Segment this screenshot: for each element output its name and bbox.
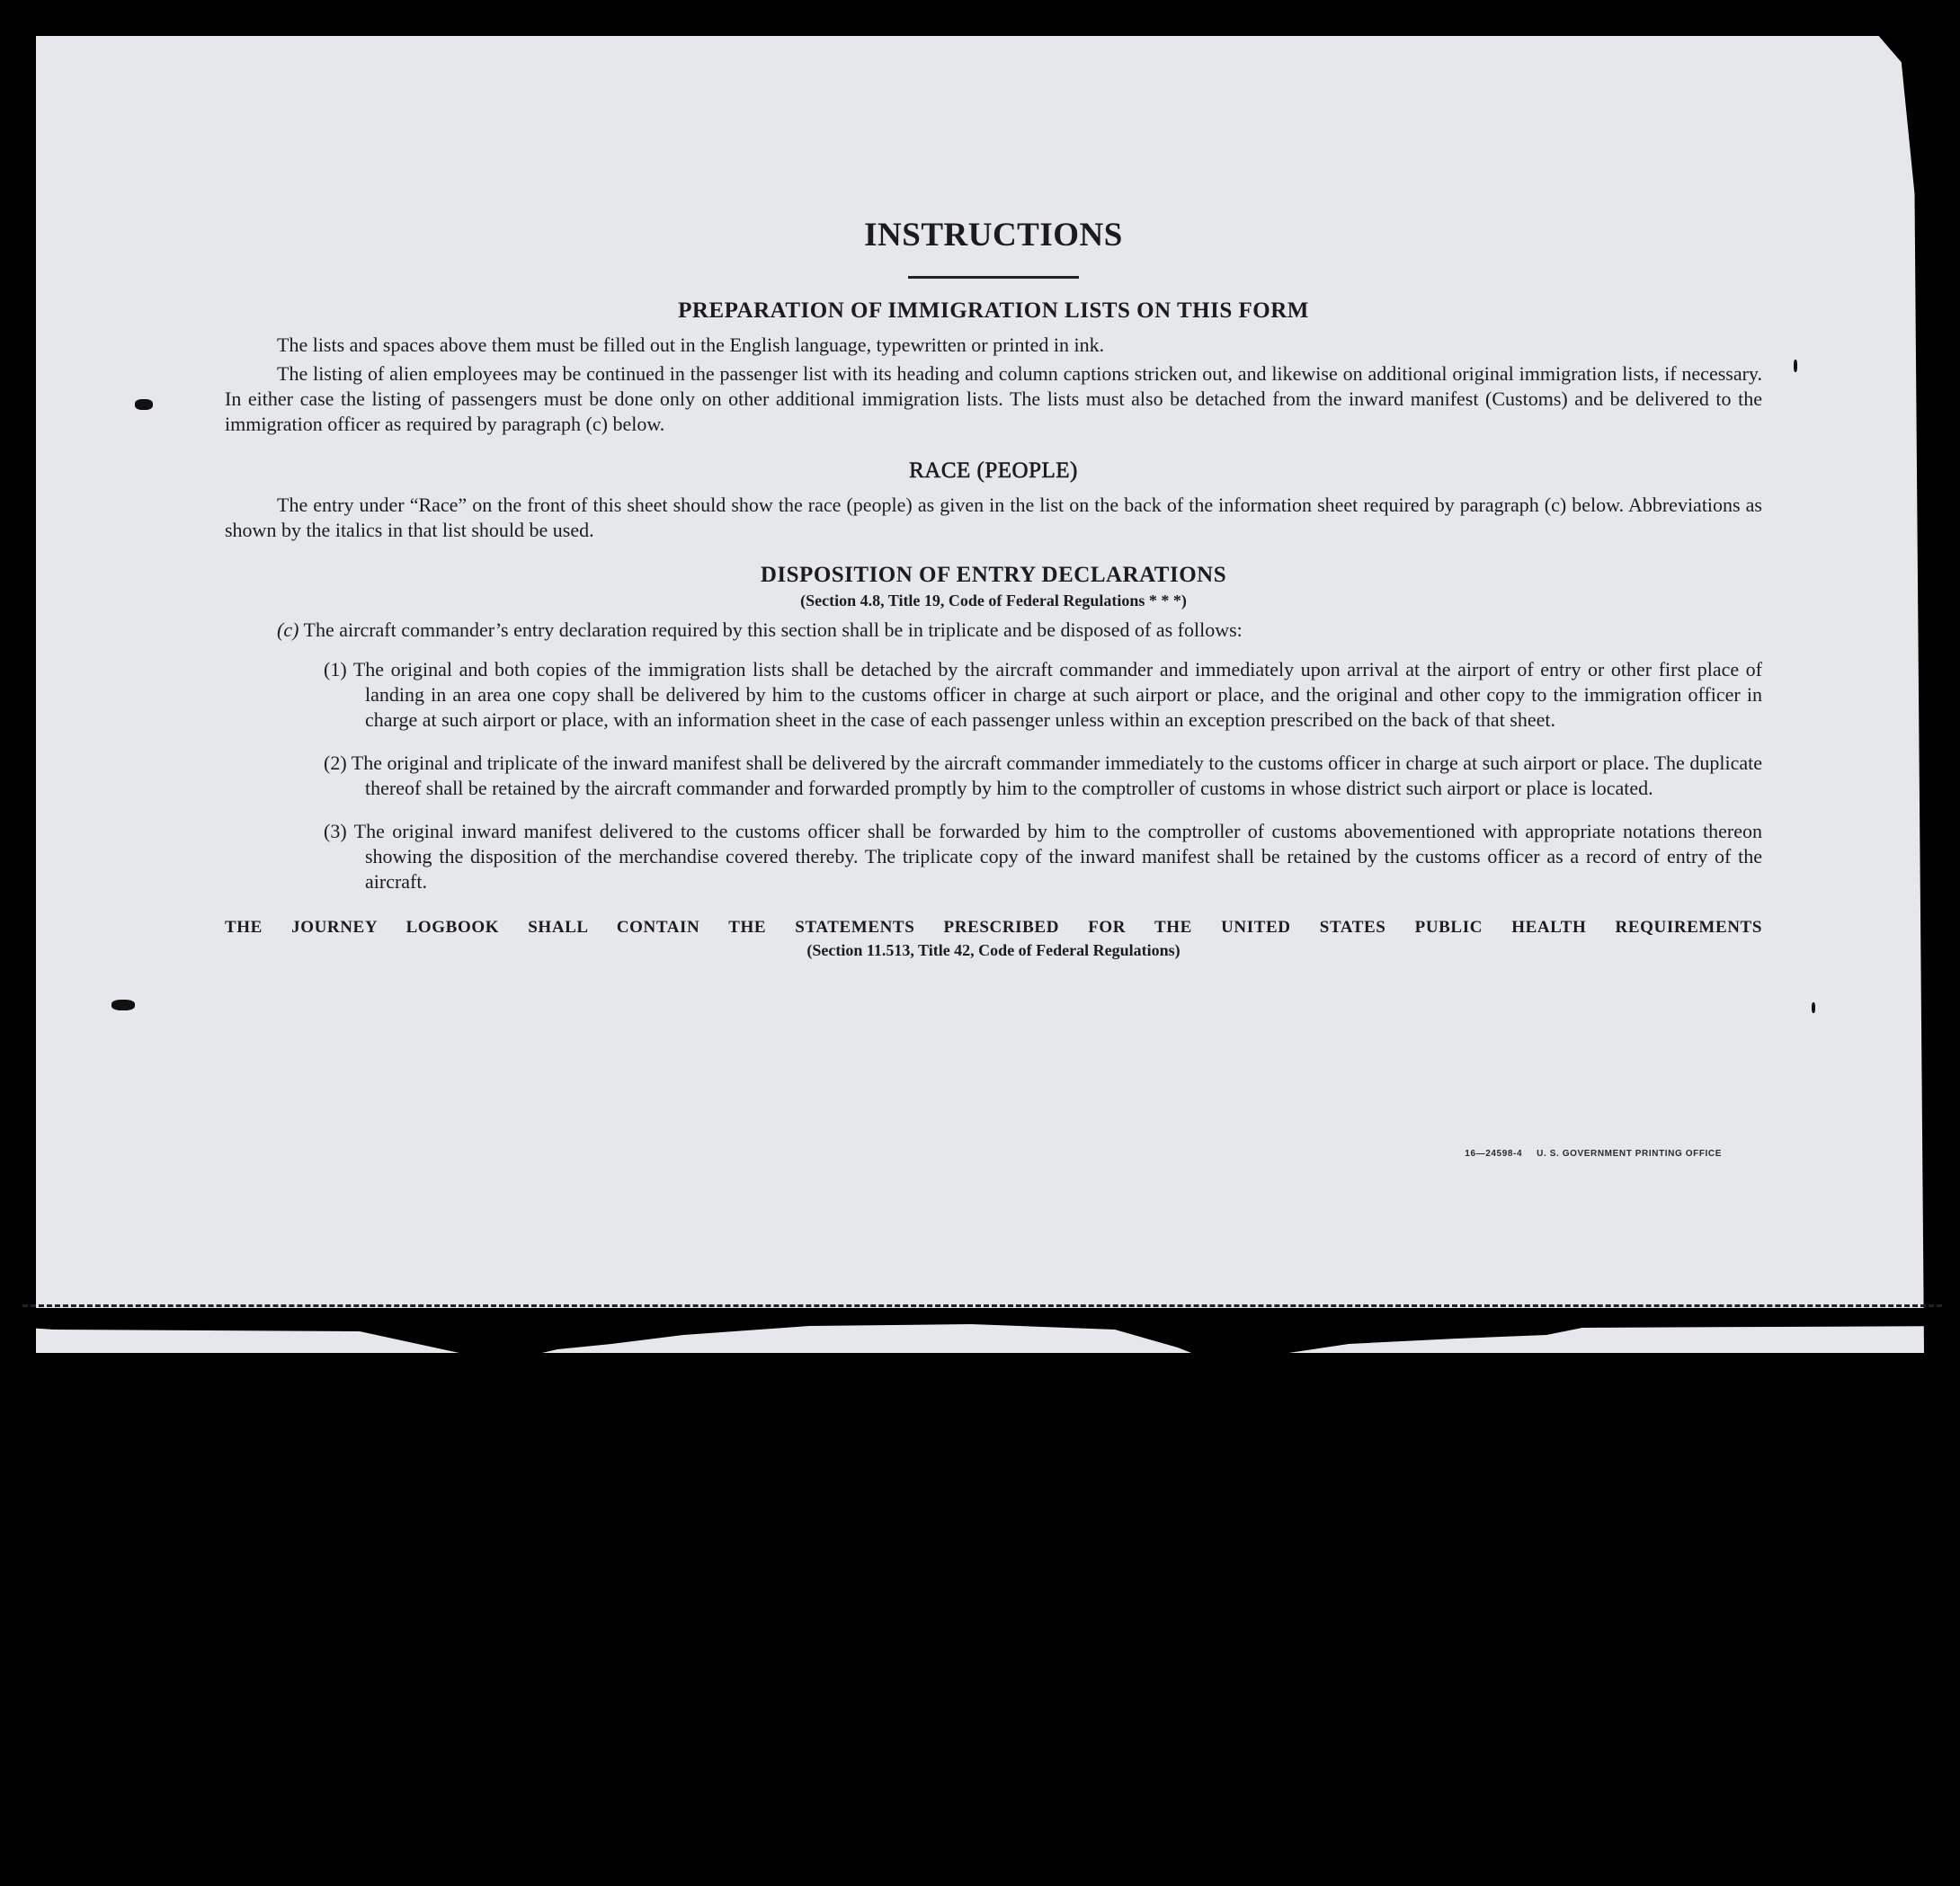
ink-blot [135,399,153,410]
form-number: 16—24598-4 [1465,1149,1523,1159]
ink-blot [193,50,200,58]
instructions-content [225,216,1762,960]
logbook-citation: (Section 11.513, Title 42, Code of Federal Regulations) [806,941,1180,959]
race-heading: RACE (PEOPLE) [909,458,1078,483]
item-label: (2) [324,752,347,774]
race-paragraph: The entry under “Race” on the front of this sheet should show the race (people) as given in the list on the back of the information sheet required by paragraph (c) below. Abbreviations as shown by the italics in that list should be used. [225,494,1762,541]
list-item [324,657,1762,733]
perforation-line [22,1304,1942,1307]
list-item [324,819,1762,894]
printer-imprint [1465,1149,1722,1159]
item-label: (3) [324,820,347,842]
list-item [324,751,1762,801]
paragraph-c-text: The aircraft commander’s entry declaration required by this section shall be in triplicate and be disposed of as follows: [303,618,1243,641]
preparation-paragraph-1: The lists and spaces above them must be filled out in the English language, typewritten or printed in ink. [277,334,1105,356]
paragraph-c-label: (c) [277,618,299,641]
preparation-heading: PREPARATION OF IMMIGRATION LISTS ON THIS FORM [678,298,1309,323]
paragraph-c [225,618,1762,643]
ink-blot [1812,1002,1815,1013]
printer-name: U. S. GOVERNMENT PRINTING OFFICE [1537,1149,1722,1159]
item-label: (1) [324,658,347,681]
title-rule [908,276,1079,279]
disposition-heading: DISPOSITION OF ENTRY DECLARATIONS [760,563,1227,587]
preparation-paragraph-2: The listing of alien employees may be continued in the passenger list with its heading and column captions stricken out, and likewise on additional original immigration lists, if necessary. In either case the listing of passengers must be done only on other additional immigration lists. The lists must also be detached from the inward manifest (Customs) and be delivered to the immigration officer as required by paragraph (c) below. [225,362,1762,435]
race-section [225,458,1762,543]
ink-blot [1794,360,1797,372]
disposition-section [225,563,1762,894]
ink-blot [111,1000,135,1010]
disposition-citation: (Section 4.8, Title 19, Code of Federal Regulations * * *) [800,592,1187,609]
page-title: INSTRUCTIONS [864,217,1123,254]
torn-edge [0,1308,1960,1416]
preparation-section [225,298,1762,437]
item-text: The original and both copies of the immigration lists shall be detached by the aircraft commander and immediately upon arrival at the airport of entry or other first place of landing in an area one copy shall be delivered by him to the customs officer in charge at such airport or place, and the original and other copy to the immigration officer in charge at such airport or place, with an information sheet in the case of each passenger unless within an exception prescribed on the back of that sheet. [352,658,1763,731]
logbook-notice: THE JOURNEY LOGBOOK SHALL CONTAIN THE STATEMENTS PRESCRIBED FOR THE UNITED STATES PUBLIC HEALTH REQUIREMENTS [225,918,1762,937]
item-text: The original and triplicate of the inward manifest shall be delivered by the aircraft commander immediately to the customs officer in charge at such airport or place. The duplicate thereof shall be retained by the aircraft commander and forwarded promptly by him to the comptroller of customs in whose district such airport or place is located. [351,752,1762,799]
item-text: The original inward manifest delivered to the customs officer shall be forwarded by him to the comptroller of customs abovementioned with appropriate notations thereon showing the disposition of the merchandise covered thereby. The triplicate copy of the inward manifest shall be retained by the customs officer as a record of entry of the aircraft. [353,820,1762,893]
